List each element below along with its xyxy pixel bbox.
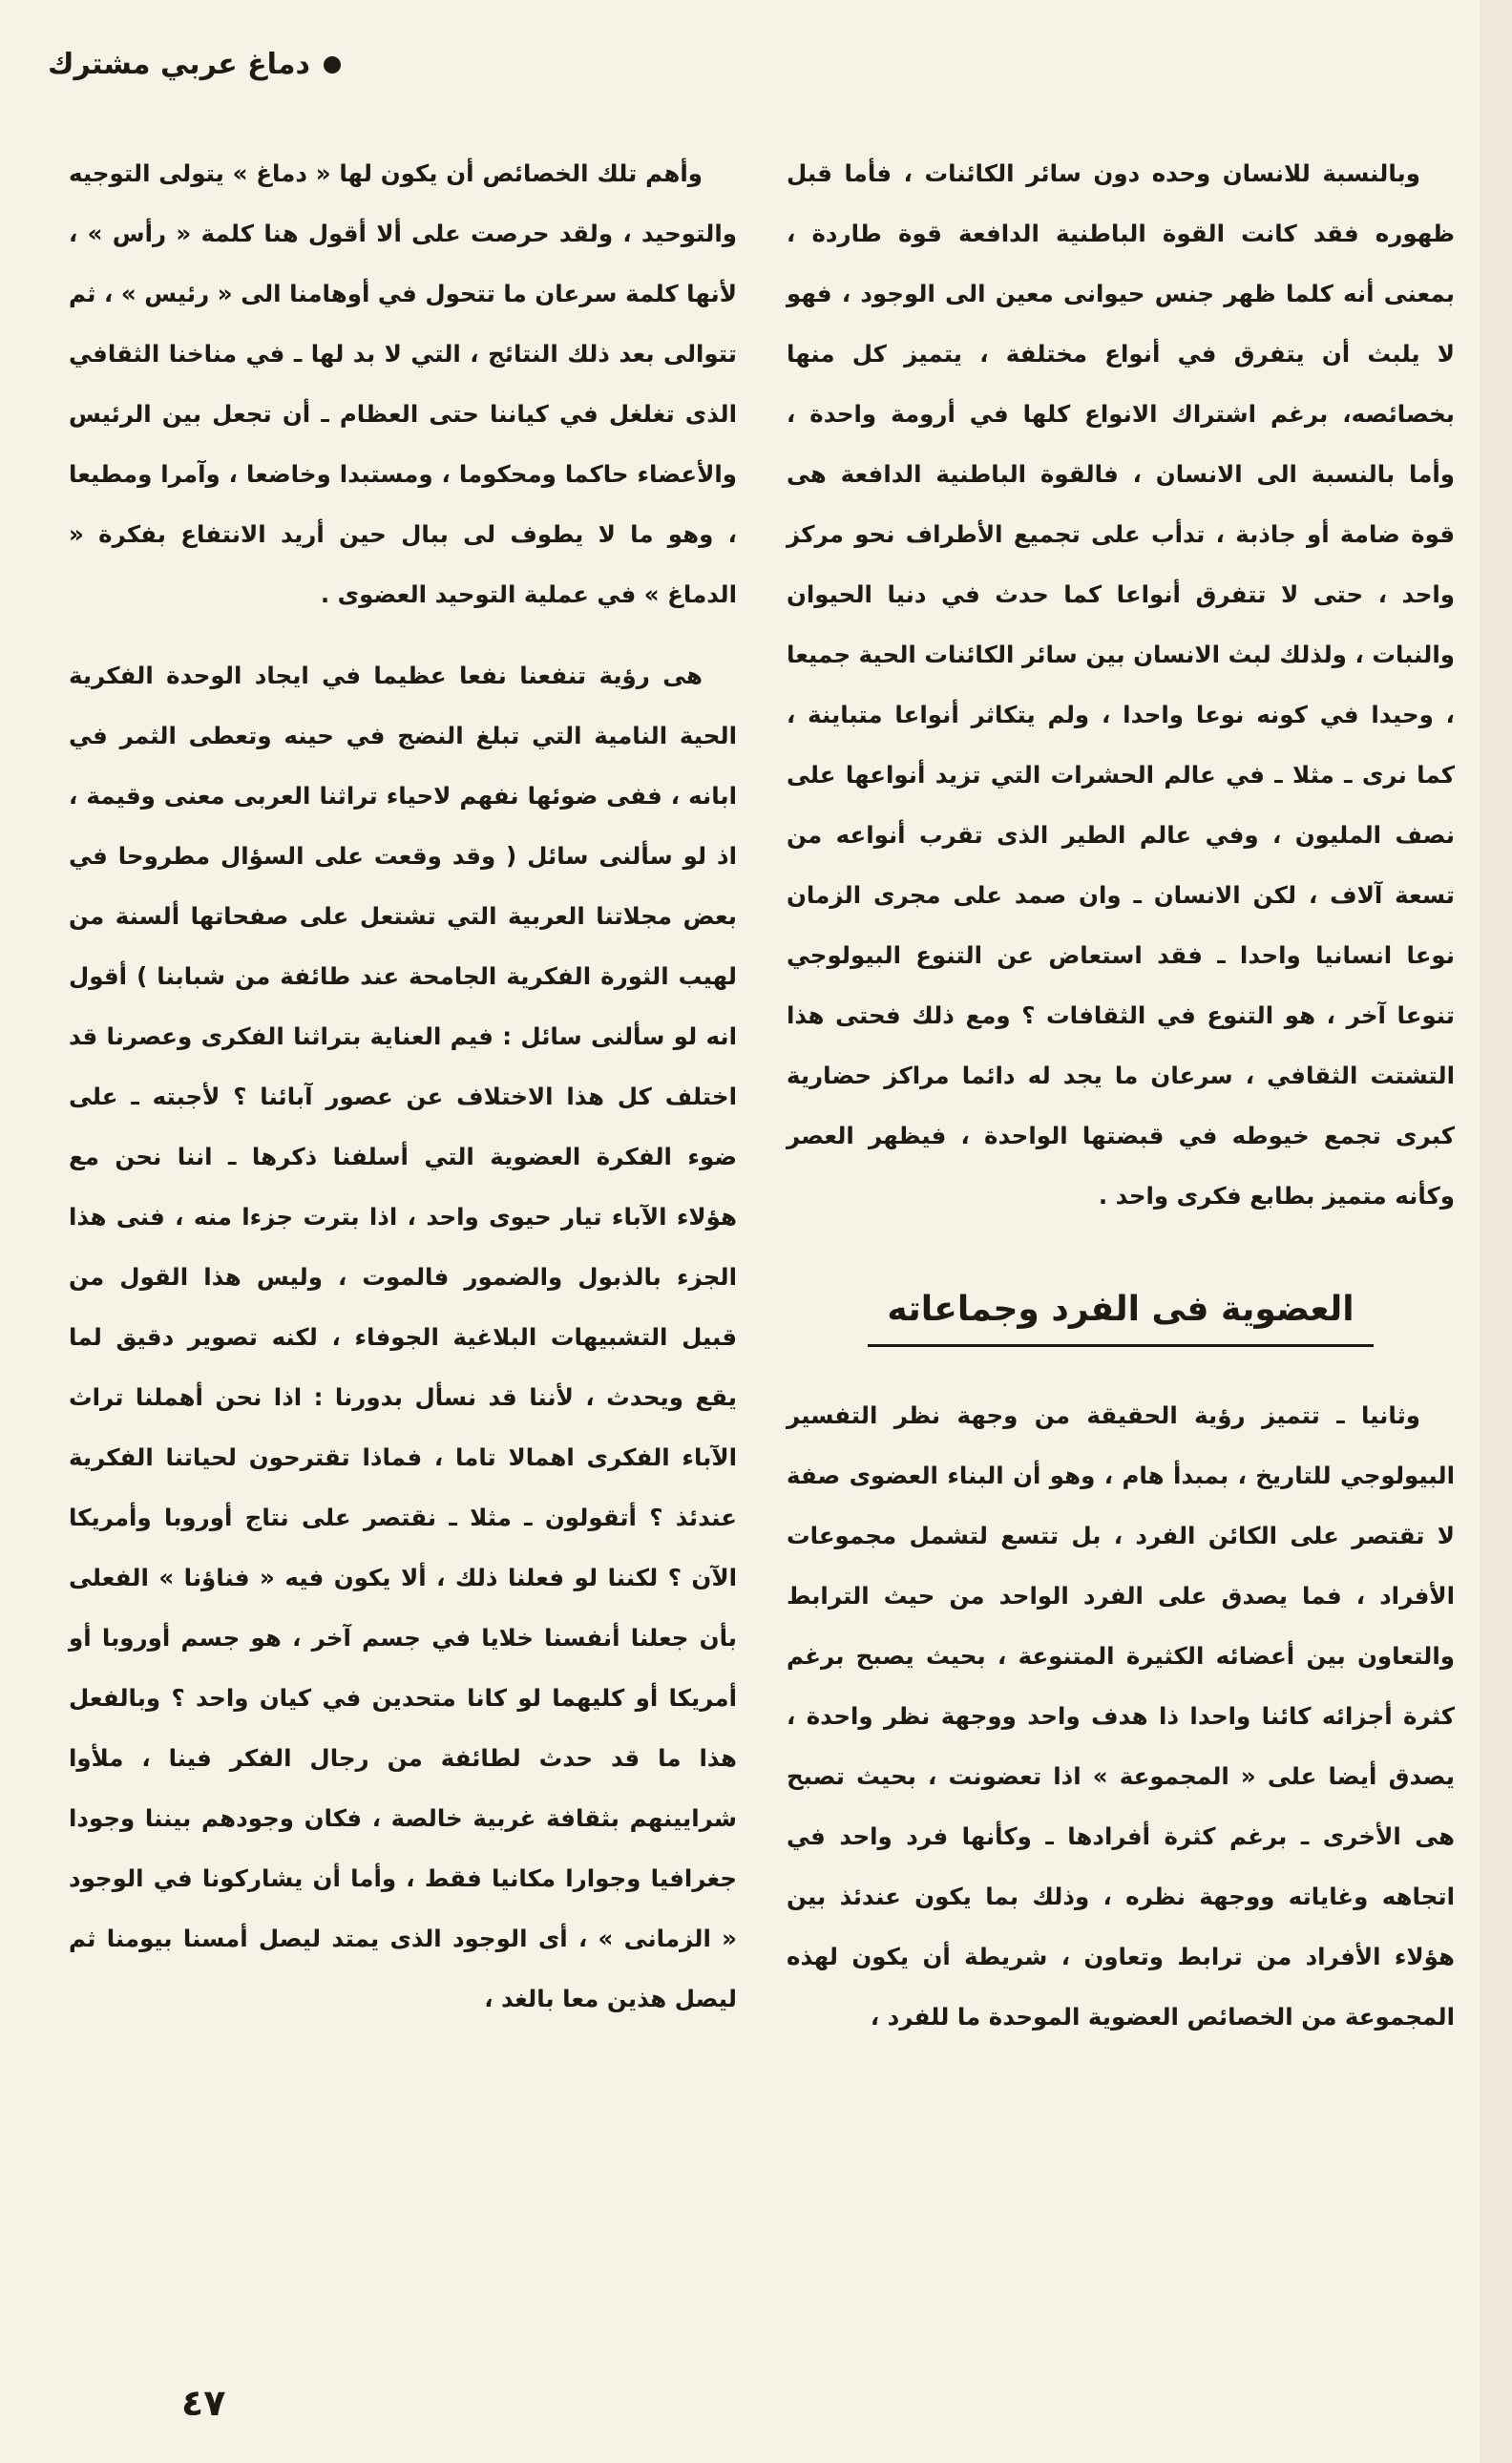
- left-column: [69, 143, 737, 2029]
- left-paragraph-2: هى رؤية تنفعنا نفعا عظيما في ايجاد الوحدة الفكرية الحية النامية التي تبلغ النضج في حينه وتعطى الثمر في ابانه ، ففى ضوئها نفهم لاحياء تراثنا العربى معنى وقيمة ، اذ لو سألنى سائل ( وقد وقعت على السؤال مطروحا في بعض مجلاتنا العربية التي تشتعل على صفحاتها ألسنة من لهيب الثورة الفكرية الجامحة عند طائفة من شبابنا ) أقول انه لو سألنى سائل : فيم العناية بتراثنا الفكرى وعصرنا قد اختلف كل هذا الاختلاف عن عصور آبائنا ؟ لأجبته ـ على ضوء الفكرة العضوية التي أسلفنا ذكرها ـ اننا نحن مع هؤلاء الآباء تيار حيوى واحد ، اذا بترت جزءا منه ، فنى هذا الجزء بالذبول والضمور فالموت ، وليس هذا القول من قبيل التشبيهات البلاغية الجوفاء ، لكنه تصوير دقيق لما يقع ويحدث ، لأننا قد نسأل بدورنا : اذا نحن أهملنا تراث الآباء الفكرى اهمالا تاما ، فماذا تقترحون لحياتنا الفكرية عندئذ ؟ أتقولون ـ مثلا ـ نقتصر على نتاج أوروبا وأمريكا الآن ؟ لكننا لو فعلنا ذلك ، ألا يكون فيه « فناؤنا » الفعلى بأن جعلنا أنفسنا خلايا في جسم آخر ، هو جسم أوروبا أو أمريكا أو كليهما لو كانا متحدين في كيان واحد ؟ وبالفعل هذا ما قد حدث لطائفة من رجال الفكر فينا ، ملأوا شرايينهم بثقافة غربية خالصة ، فكان وجودهم بيننا وجودا جغرافيا وجوارا مكانيا فقط ، وأما أن يشاركونا في الوجود « الزمانى » ، أى الوجود الذى يمتد ليصل أمسنا بيومنا ثم ليصل هذين معا بالغد ،: [69, 662, 737, 2012]
- running-head-text: دماغ عربي مشترك: [48, 48, 310, 81]
- right-paragraph-2: وثانيا ـ تتميز رؤية الحقيقة من وجهة نظر التفسير البيولوجي للتاريخ ، بمبدأ هام ، وهو أن البناء العضوى صفة لا تقتصر على الكائن الفرد ، بل تتسع لتشمل مجموعات الأفراد ، فما يصدق على الفرد الواحد من حيث الترابط والتعاون بين أعضائه الكثيرة المتنوعة ، بحيث يصبح برغم كثرة أجزائه كائنا واحدا ذا هدف واحد ووجهة نظر واحدة ، يصدق أيضا على « المجموعة » اذا تعضونت ، بحيث تصبح هى الأخرى ـ برغم كثرة أفرادها ـ وكأنها فرد واحد في اتجاهه وغاياته ووجهة نظره ، وذلك بما يكون عندئذ بين هؤلاء الأفراد من ترابط وتعاون ، شريطة أن يكون لهذه المجموعة من الخصائص العضوية الموحدة ما للفرد ،: [787, 1401, 1455, 2031]
- bullet-icon: [324, 56, 341, 74]
- section-heading: [787, 1281, 1455, 1347]
- binding-edge: [1480, 0, 1512, 2463]
- left-paragraph-1: وأهم تلك الخصائص أن يكون لها « دماغ » يتولى التوجيه والتوحيد ، ولقد حرصت على ألا أقول هنا كلمة « رأس » ، لأنها كلمة سرعان ما تتحول في أوهامنا الى « رئيس » ، ثم تتوالى بعد ذلك النتائج ، التي لا بد لها ـ في مناخنا الثقافي الذى تغلغل في كياننا حتى العظام ـ أن تجعل بين الرئيس والأعضاء حاكما ومحكوما ، ومستبدا وخاضعا ، وآمرا ومطيعا ، وهو ما لا يطوف لى ببال حين أريد الانتفاع بفكرة « الدماغ » في عملية التوحيد العضوى .: [69, 159, 737, 608]
- right-paragraph-1: وبالنسبة للانسان وحده دون سائر الكائنات ، فأما قبل ظهوره فقد كانت القوة الباطنية الدافعة قوة طاردة ، بمعنى أنه كلما ظهر جنس حيوانى معين الى الوجود ، فهو لا يلبث أن يتفرق في أنواع مختلفة ، يتميز كل منها بخصائصه، برغم اشتراك الانواع كلها في أرومة واحدة ، وأما بالنسبة الى الانسان ، فالقوة الباطنية الدافعة هى قوة ضامة أو جاذبة ، تدأب على تجميع الأطراف نحو مركز واحد ، حتى لا تتفرق أنواعا كما حدث في دنيا الحيوان والنبات ، ولذلك لبث الانسان بين سائر الكائنات الحية جميعا ، وحيدا في كونه نوعا واحدا ، ولم يتكاثر أنواعا متباينة ، كما نرى ـ مثلا ـ في عالم الحشرات التي تزيد أنواعها على نصف المليون ، وفي عالم الطير الذى تقرب أنواعه من تسعة آلاف ، لكن الانسان ـ وان صمد على مجرى الزمان نوعا انسانيا واحدا ـ فقد استعاض عن التنوع البيولوجي تنوعا آخر ، هو التنوع في الثقافات ؟ ومع ذلك فحتى هذا التشتت الثقافي ، سرعان ما يجد له دائما مراكز حضارية كبرى تجمع خيوطه في قبضتها الواحدة ، فيظهر العصر وكأنه متميز بطابع فكرى واحد .: [787, 159, 1455, 1210]
- right-column: [787, 143, 1455, 2047]
- page-number: ٤٧: [181, 2382, 226, 2424]
- section-heading-text: العضوية فى الفرد وجماعاته: [868, 1281, 1373, 1347]
- running-head: [48, 48, 341, 81]
